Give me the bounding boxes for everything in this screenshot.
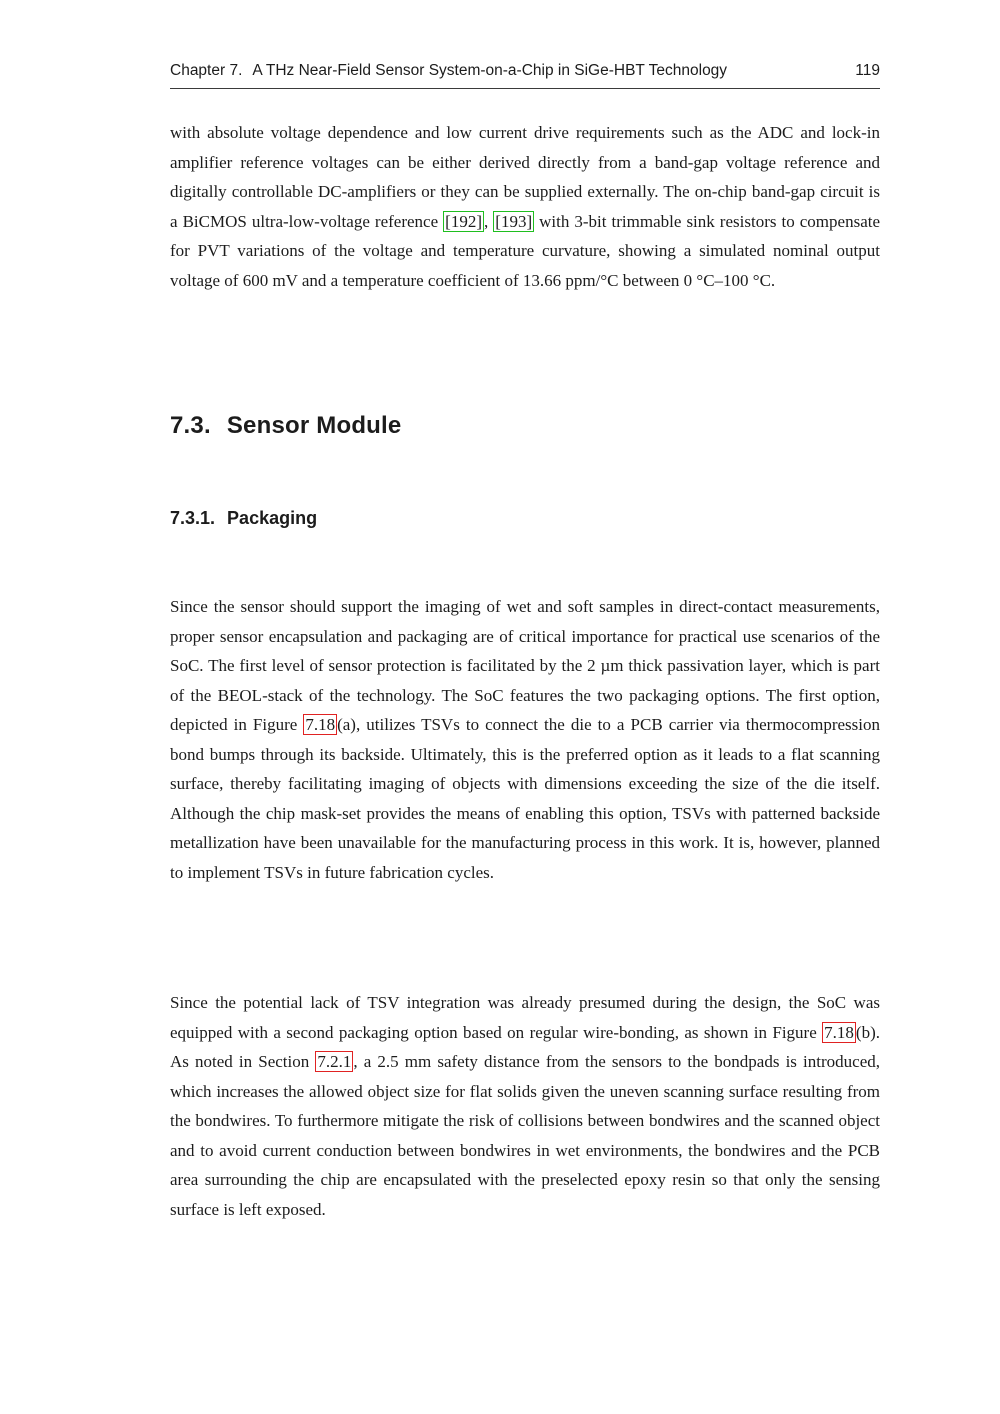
paragraph-3 bbox=[170, 988, 880, 1224]
paragraph-1 bbox=[170, 118, 880, 295]
chapter-title: A THz Near-Field Sensor System-on-a-Chip in SiGe-HBT Technology bbox=[252, 62, 728, 79]
page-number: 119 bbox=[855, 62, 880, 79]
body-text: , bbox=[483, 211, 494, 231]
figure-ref-7-18-a[interactable]: 7.18 bbox=[305, 715, 336, 734]
subsection-heading bbox=[170, 508, 880, 529]
body-text: Since the potential lack of TSV integration was already presumed during the design, the SoC was equipped with a second packaging option based on regular wire-bonding, as shown in Figure bbox=[170, 993, 880, 1042]
running-header bbox=[170, 62, 880, 89]
section-title: Sensor Module bbox=[226, 412, 402, 439]
body-text: (b). As noted in Section bbox=[170, 1022, 880, 1071]
chapter-label: Chapter 7. bbox=[170, 62, 243, 79]
body-text: , a 2.5 mm safety distance from the sensors to the bondpads is introduced, which increases the allowed object size for flat solids given the uneven scanning surface resulting from the bondwires. To furthermore mitigate the risk of collisions between bondwires and the scanned object and to avoid current conduction between bondwires in wet environments, the bondwires and the PCB area surrounding the chip are encapsulated with the preselected epoxy resin so that only the sensing surface is left exposed. bbox=[170, 1052, 880, 1219]
body-text: with absolute voltage dependence and low current drive requirements such as the ADC and lock-in amplifier reference voltages can be either derived directly from a band-gap voltage reference and digitally controllable DC-amplifiers or they can be supplied externally. The on-chip band-gap circuit is a BiCMOS ultra-low-voltage reference bbox=[170, 123, 880, 231]
citation-link-193[interactable]: [193] bbox=[495, 211, 533, 231]
subsection-number: 7.3.1. bbox=[170, 508, 216, 528]
subsection-title: Packaging bbox=[227, 508, 318, 528]
running-header-text bbox=[170, 62, 727, 80]
section-heading bbox=[170, 412, 880, 440]
citation-link-192[interactable]: [192] bbox=[445, 211, 482, 231]
body-text: (a), utilizes TSVs to connect the die to a PCB carrier via thermocompression bond bumps through its backside. Ultimately, this is the preferred option as it leads to a flat scanning surface, thereby facilitating imaging of objects with dimensions exceeding the size of the die itself. Although the chip mask-set provides the means of enabling this option, TSVs with patterned backside metallization have been unavailable for the manufacturing process in this work. It is, however, planned to implement TSVs in future fabrication cycles. bbox=[170, 715, 880, 882]
section-ref-7-2-1[interactable]: 7.2.1 bbox=[317, 1052, 352, 1071]
figure-ref-7-18-b[interactable]: 7.18 bbox=[824, 1022, 854, 1042]
body-text: Since the sensor should support the imaging of wet and soft samples in direct-contact measurements, proper sensor encapsulation and packaging are of critical importance for practical use scenarios of the SoC. The first level of sensor protection is facilitated by the 2 µm thick passivation layer, which is part of the BEOL-stack of the technology. The SoC features the two packaging options. The first option, depicted in Figure bbox=[170, 597, 880, 734]
body-text: with 3-bit trimmable sink resistors to compensate for PVT variations of the voltage and temperature curvature, showing a simulated nominal output voltage of 600 mV and a temperature coefficient of 13.66 ppm/°C between 0 °C–100 °C. bbox=[170, 211, 881, 290]
section-number: 7.3. bbox=[170, 412, 211, 439]
paragraph-2 bbox=[170, 592, 880, 887]
